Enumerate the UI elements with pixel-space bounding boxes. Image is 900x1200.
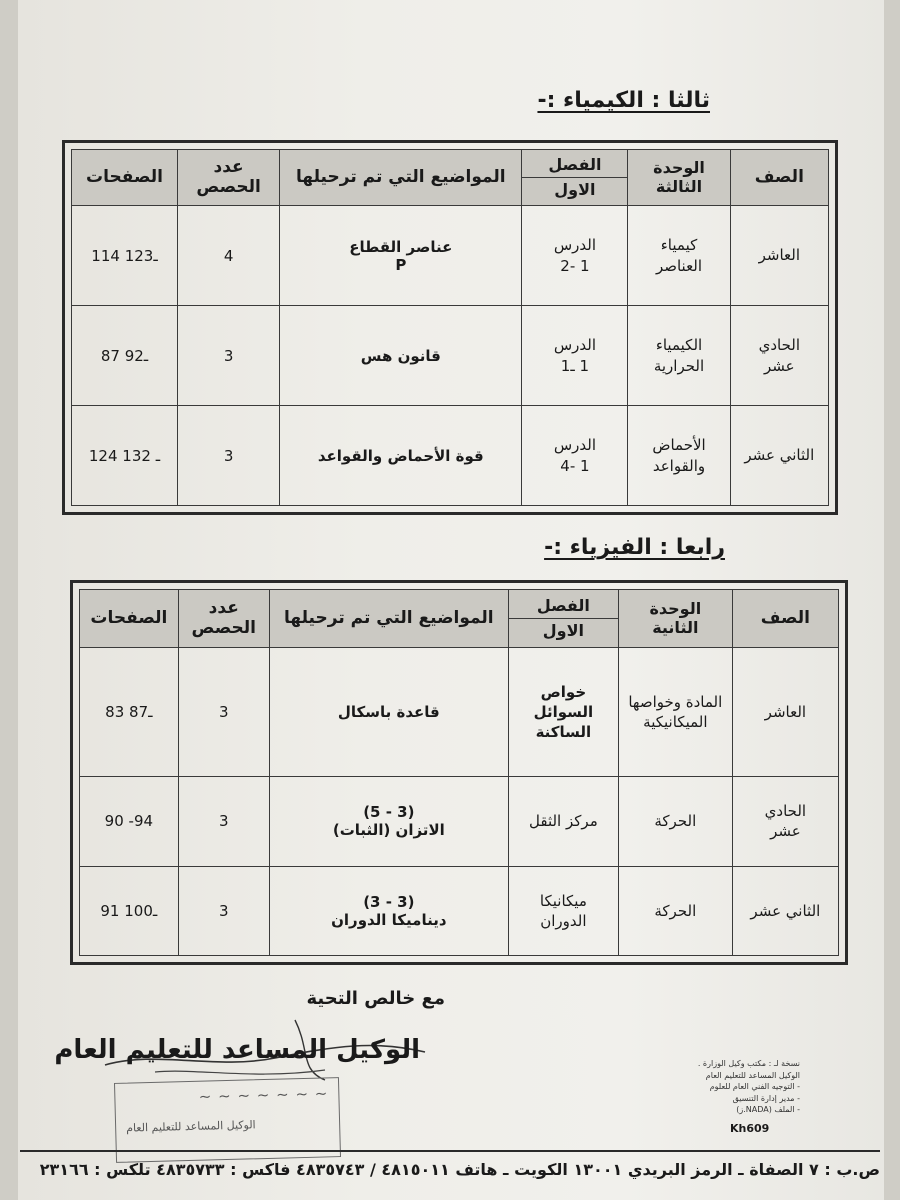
header-chapter-top: الفصل <box>509 594 618 619</box>
cell-topic: قوة الأحماض والقواعد <box>280 406 522 506</box>
cell-chapter: مركز الثقل <box>508 777 618 866</box>
header-periods: عدد الحصص <box>178 590 269 648</box>
header-chapter-bottom: الاول <box>542 621 584 640</box>
header-grade: الصف <box>730 150 828 206</box>
copies-item: - الملف (NADA.ز) <box>736 1105 800 1115</box>
physics-section-title: رابعا : الفيزياء :- <box>544 535 725 560</box>
cell-pages: 90 -94 <box>80 777 179 866</box>
cell-periods: 3 <box>178 777 269 866</box>
cell-topic: (3 - 3) ديناميكا الدوران <box>269 866 508 955</box>
table-row <box>80 648 839 777</box>
header-grade: الصف <box>732 590 838 648</box>
cell-periods: 3 <box>178 306 280 406</box>
signatory-title: الوكيل المساعد للتعليم العام <box>54 1035 420 1065</box>
copies-item: الوكيل المساعد للتعليم العام <box>705 1070 800 1080</box>
header-chapter <box>508 590 618 648</box>
cell-periods: 3 <box>178 866 269 955</box>
cell-topic: (3 - 5) الاتزان (الثبات) <box>269 777 508 866</box>
cell-grade: الحادي عشر <box>730 306 828 406</box>
cell-topic: قاعدة باسكال <box>269 648 508 777</box>
cell-topic: قانون هس <box>280 306 522 406</box>
copies-item: - التوجيه الفني العام للعلوم <box>709 1082 800 1092</box>
cell-chapter: الدرس 1 -2 <box>522 206 628 306</box>
header-pages: الصفحات <box>72 150 178 206</box>
header-topics: المواضيع التي تم ترحيلها <box>280 150 522 206</box>
table-row <box>72 406 829 506</box>
copies-list <box>660 1058 800 1116</box>
cell-pages: 124 ـ 132 <box>72 406 178 506</box>
header-chapter <box>522 150 628 206</box>
footer-contact: ص.ب : ٧ الصفاة ـ الرمز البريدي ١٣٠٠١ الكويت ـ هاتف ٤٨١٥٠١١ / ٤٨٣٥٧٤٣ فاكس : ٤٨٣٥٧٣٣ تلكس : ٢٣١٦٦ <box>39 1160 880 1179</box>
cell-periods: 4 <box>178 206 280 306</box>
cell-unit: الأحماض والقواعد <box>628 406 730 506</box>
cell-pages: 91 ـ100 <box>80 866 179 955</box>
cell-grade: الثاني عشر <box>730 406 828 506</box>
footer-divider <box>20 1150 880 1152</box>
cell-pages: 87 ـ92 <box>72 306 178 406</box>
physics-table <box>79 589 839 956</box>
header-chapter-top: الفصل <box>522 153 627 178</box>
cell-chapter: ميكانيكا الدوران <box>508 866 618 955</box>
cell-periods: 3 <box>178 406 280 506</box>
table-row <box>80 777 839 866</box>
table-row <box>80 866 839 955</box>
cell-pages: 114 ـ123 <box>72 206 178 306</box>
chemistry-table-frame <box>62 140 838 515</box>
header-unit: الوحدة الثالثة <box>628 150 730 206</box>
cell-chapter: الدرس 1 ـ1 <box>522 306 628 406</box>
chemistry-section-title: ثالثا : الكيمياء :- <box>537 88 710 113</box>
cell-grade: العاشر <box>732 648 838 777</box>
copies-item: - مدير إدارة التنسيق <box>732 1093 800 1103</box>
cell-unit: الحركة <box>618 777 732 866</box>
cell-chapter: خواص السوائل الساكنة <box>508 648 618 777</box>
table-row <box>72 206 829 306</box>
header-unit: الوحدة الثانية <box>618 590 732 648</box>
cell-grade: الثاني عشر <box>732 866 838 955</box>
table-row <box>72 306 829 406</box>
header-periods: عدد الحصص <box>178 150 280 206</box>
copies-title: نسخة لـ : مكتب وكيل الوزارة . <box>697 1059 800 1068</box>
cell-chapter: الدرس 1 -4 <box>522 406 628 506</box>
cell-periods: 3 <box>178 648 269 777</box>
cell-pages: 83 ـ87 <box>80 648 179 777</box>
cell-unit: كيمياء العناصر <box>628 206 730 306</box>
cell-topic: عناصر القطاع P <box>280 206 522 306</box>
reference-code: Kh609 <box>730 1122 770 1135</box>
physics-table-frame <box>70 580 848 965</box>
stamp-handwritten-name: ~ ~ ~ ~ ~ ~ ~ <box>198 1084 329 1106</box>
chemistry-table <box>71 149 829 506</box>
header-pages: الصفحات <box>80 590 179 648</box>
cell-unit: الحركة <box>618 866 732 955</box>
closing-greeting: مع خالص التحية <box>306 988 445 1009</box>
cell-grade: العاشر <box>730 206 828 306</box>
cell-grade: الحادي عشر <box>732 777 838 866</box>
cell-unit: الكيمياء الحرارية <box>628 306 730 406</box>
header-topics: المواضيع التي تم ترحيلها <box>269 590 508 648</box>
stamp-line2: الوكيل المساعد للتعليم العام <box>126 1118 256 1135</box>
cell-unit: المادة وخواصها الميكانيكية <box>618 648 732 777</box>
header-chapter-bottom: الاول <box>554 180 596 199</box>
